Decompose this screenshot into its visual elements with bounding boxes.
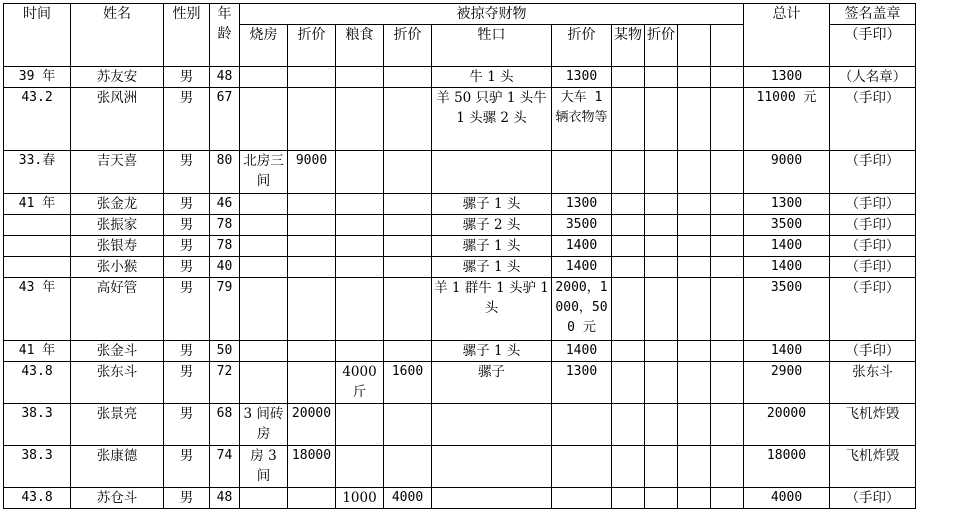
header-price-house: 折价 [288, 25, 336, 67]
cell-price4 [645, 236, 678, 257]
cell-total: 2900 [744, 362, 830, 404]
cell-total: 11000 元 [744, 88, 830, 151]
cell-blank [678, 404, 711, 446]
cell-gender: 男 [164, 194, 210, 215]
header-signature-sub: （手印） [830, 25, 916, 67]
table-row [4, 236, 916, 257]
cell-blank [678, 446, 711, 488]
cell-item [612, 446, 645, 488]
cell-sign: （手印） [830, 194, 916, 215]
cell-house [240, 194, 288, 215]
cell-price4 [645, 341, 678, 362]
cell-total: 1300 [744, 194, 830, 215]
cell-price1 [288, 362, 336, 404]
cell-grain: 1000 [336, 488, 384, 509]
cell-blank [711, 257, 744, 278]
cell-age: 48 [210, 67, 240, 88]
cell-blank [678, 257, 711, 278]
cell-age: 72 [210, 362, 240, 404]
cell-livestock [432, 404, 552, 446]
cell-grain: 4000 斤 [336, 362, 384, 404]
cell-total: 18000 [744, 446, 830, 488]
cell-price3: 1300 [552, 67, 612, 88]
cell-blank [711, 362, 744, 404]
cell-grain [336, 236, 384, 257]
cell-price3 [552, 151, 612, 194]
cell-age: 48 [210, 488, 240, 509]
cell-item [612, 362, 645, 404]
cell-gender: 男 [164, 278, 210, 341]
cell-price2 [384, 341, 432, 362]
cell-house: 北房三间 [240, 151, 288, 194]
cell-price3: 1400 [552, 341, 612, 362]
header-livestock: 牲口 [432, 25, 552, 67]
cell-house [240, 341, 288, 362]
cell-price4 [645, 67, 678, 88]
cell-price1 [288, 278, 336, 341]
cell-blank [678, 341, 711, 362]
cell-house [240, 236, 288, 257]
cell-time: 39 年 [4, 67, 71, 88]
cell-price1 [288, 88, 336, 151]
cell-livestock: 骡子 1 头 [432, 236, 552, 257]
cell-price3: 1400 [552, 257, 612, 278]
cell-time: 38.3 [4, 446, 71, 488]
cell-price1 [288, 67, 336, 88]
header-looted-property: 被掠夺财物 [240, 4, 744, 25]
cell-age: 74 [210, 446, 240, 488]
cell-price1: 18000 [288, 446, 336, 488]
cell-blank [711, 488, 744, 509]
cell-house [240, 88, 288, 151]
cell-total: 1400 [744, 257, 830, 278]
cell-price1 [288, 194, 336, 215]
cell-grain [336, 278, 384, 341]
cell-house [240, 278, 288, 341]
cell-blank [711, 404, 744, 446]
header-total: 总计 [744, 4, 830, 67]
cell-price2 [384, 257, 432, 278]
cell-livestock: 骡子 1 头 [432, 194, 552, 215]
cell-price1 [288, 236, 336, 257]
cell-grain [336, 67, 384, 88]
cell-age: 68 [210, 404, 240, 446]
cell-grain [336, 151, 384, 194]
cell-name: 张银寿 [71, 236, 164, 257]
cell-grain [336, 215, 384, 236]
cell-age: 40 [210, 257, 240, 278]
cell-blank [678, 151, 711, 194]
cell-item [612, 88, 645, 151]
cell-livestock [432, 488, 552, 509]
cell-price2 [384, 88, 432, 151]
cell-total: 1400 [744, 236, 830, 257]
cell-item [612, 341, 645, 362]
table-row [4, 488, 916, 509]
cell-time: 33.春 [4, 151, 71, 194]
cell-livestock: 骡子 1 头 [432, 341, 552, 362]
cell-price4 [645, 194, 678, 215]
header-blank-1 [678, 25, 711, 67]
cell-age: 78 [210, 236, 240, 257]
cell-price3 [552, 488, 612, 509]
table-row [4, 446, 916, 488]
header-name: 姓名 [71, 4, 164, 67]
cell-blank [678, 194, 711, 215]
cell-sign: （手印） [830, 215, 916, 236]
cell-item [612, 404, 645, 446]
cell-sign: （手印） [830, 341, 916, 362]
cell-sign: （手印） [830, 257, 916, 278]
cell-total: 3500 [744, 215, 830, 236]
header-age: 年龄 [210, 4, 240, 67]
cell-time: 41 年 [4, 341, 71, 362]
cell-grain [336, 88, 384, 151]
cell-price3: 1300 [552, 194, 612, 215]
cell-item [612, 67, 645, 88]
cell-blank [711, 446, 744, 488]
cell-time: 43 年 [4, 278, 71, 341]
cell-age: 80 [210, 151, 240, 194]
cell-price4 [645, 488, 678, 509]
cell-price3: 大车 1 辆衣物等 [552, 88, 612, 151]
cell-blank [678, 67, 711, 88]
cell-gender: 男 [164, 362, 210, 404]
cell-sign: （手印） [830, 278, 916, 341]
cell-time: 38.3 [4, 404, 71, 446]
cell-gender: 男 [164, 67, 210, 88]
cell-age: 78 [210, 215, 240, 236]
cell-gender: 男 [164, 446, 210, 488]
cell-house [240, 215, 288, 236]
cell-price3: 1300 [552, 362, 612, 404]
cell-price3 [552, 446, 612, 488]
cell-price1 [288, 341, 336, 362]
cell-blank [678, 236, 711, 257]
cell-time: 43.8 [4, 488, 71, 509]
cell-age: 79 [210, 278, 240, 341]
cell-price1: 20000 [288, 404, 336, 446]
cell-item [612, 151, 645, 194]
cell-name: 高好管 [71, 278, 164, 341]
cell-sign: （人名章） [830, 67, 916, 88]
cell-item [612, 236, 645, 257]
cell-price3 [552, 404, 612, 446]
cell-livestock: 骡子 1 头 [432, 257, 552, 278]
table-row [4, 341, 916, 362]
cell-livestock: 羊 50 只驴 1 头牛 1 头骡 2 头 [432, 88, 552, 151]
cell-blank [711, 236, 744, 257]
cell-sign: 飞机炸毁 [830, 446, 916, 488]
header-gender: 性别 [164, 4, 210, 67]
cell-blank [711, 88, 744, 151]
cell-blank [678, 88, 711, 151]
table-row [4, 151, 916, 194]
cell-price3: 1400 [552, 236, 612, 257]
table-row [4, 404, 916, 446]
cell-price2 [384, 151, 432, 194]
cell-name: 苏仓斗 [71, 488, 164, 509]
cell-house [240, 257, 288, 278]
cell-sign: （手印） [830, 88, 916, 151]
cell-total: 4000 [744, 488, 830, 509]
cell-gender: 男 [164, 257, 210, 278]
cell-price1 [288, 215, 336, 236]
cell-sign: （手印） [830, 236, 916, 257]
cell-time: 41 年 [4, 194, 71, 215]
cell-grain [336, 446, 384, 488]
cell-age: 67 [210, 88, 240, 151]
table-row [4, 194, 916, 215]
cell-gender: 男 [164, 151, 210, 194]
table-row [4, 67, 916, 88]
cell-name: 吉天喜 [71, 151, 164, 194]
cell-house [240, 488, 288, 509]
header-grain: 粮食 [336, 25, 384, 67]
cell-price1: 9000 [288, 151, 336, 194]
cell-price2 [384, 215, 432, 236]
cell-blank [711, 341, 744, 362]
header-time: 时间 [4, 4, 71, 67]
cell-gender: 男 [164, 404, 210, 446]
cell-price4 [645, 151, 678, 194]
cell-price4 [645, 404, 678, 446]
cell-name: 张小猴 [71, 257, 164, 278]
table-row [4, 257, 916, 278]
cell-total: 3500 [744, 278, 830, 341]
cell-name: 张金龙 [71, 194, 164, 215]
table-row [4, 215, 916, 236]
cell-item [612, 215, 645, 236]
cell-total: 1300 [744, 67, 830, 88]
cell-gender: 男 [164, 341, 210, 362]
cell-item [612, 194, 645, 215]
cell-time [4, 215, 71, 236]
cell-time [4, 257, 71, 278]
cell-price2 [384, 404, 432, 446]
header-price-livestock: 折价 [552, 25, 612, 67]
cell-blank [678, 215, 711, 236]
table-row [4, 88, 916, 151]
cell-price2 [384, 446, 432, 488]
cell-age: 50 [210, 341, 240, 362]
cell-time [4, 236, 71, 257]
cell-livestock [432, 446, 552, 488]
cell-sign: 张东斗 [830, 362, 916, 404]
cell-total: 20000 [744, 404, 830, 446]
cell-livestock: 牛 1 头 [432, 67, 552, 88]
cell-sign: （手印） [830, 488, 916, 509]
cell-grain [336, 341, 384, 362]
cell-item [612, 488, 645, 509]
cell-blank [678, 278, 711, 341]
loot-record-table [3, 3, 916, 509]
cell-price2 [384, 278, 432, 341]
cell-age: 46 [210, 194, 240, 215]
cell-price2 [384, 67, 432, 88]
cell-price4 [645, 215, 678, 236]
cell-price1 [288, 257, 336, 278]
cell-blank [711, 278, 744, 341]
header-blank-2 [711, 25, 744, 67]
cell-price2: 4000 [384, 488, 432, 509]
cell-blank [711, 151, 744, 194]
cell-grain [336, 194, 384, 215]
cell-name: 张康德 [71, 446, 164, 488]
cell-time: 43.2 [4, 88, 71, 151]
cell-name: 张风洲 [71, 88, 164, 151]
table-row [4, 278, 916, 341]
cell-price3: 2000，1000，500 元 [552, 278, 612, 341]
cell-gender: 男 [164, 215, 210, 236]
cell-name: 张振家 [71, 215, 164, 236]
header-house: 烧房 [240, 25, 288, 67]
cell-price3: 3500 [552, 215, 612, 236]
cell-gender: 男 [164, 88, 210, 151]
cell-total: 9000 [744, 151, 830, 194]
table-row [4, 362, 916, 404]
cell-time: 43.8 [4, 362, 71, 404]
cell-house: 3 间砖房 [240, 404, 288, 446]
cell-total: 1400 [744, 341, 830, 362]
cell-price2 [384, 236, 432, 257]
cell-gender: 男 [164, 236, 210, 257]
cell-name: 苏友安 [71, 67, 164, 88]
cell-price4 [645, 446, 678, 488]
cell-livestock: 骡子 [432, 362, 552, 404]
cell-price4 [645, 278, 678, 341]
cell-price2 [384, 194, 432, 215]
header-signature: 签名盖章 [830, 4, 916, 25]
cell-gender: 男 [164, 488, 210, 509]
header-price-grain: 折价 [384, 25, 432, 67]
header-price-item: 折价 [645, 25, 678, 67]
cell-sign: （手印） [830, 151, 916, 194]
cell-house: 房 3 间 [240, 446, 288, 488]
cell-price4 [645, 257, 678, 278]
header-item: 某物 [612, 25, 645, 67]
cell-name: 张景亮 [71, 404, 164, 446]
cell-blank [711, 215, 744, 236]
cell-grain [336, 404, 384, 446]
cell-price4 [645, 362, 678, 404]
cell-name: 张东斗 [71, 362, 164, 404]
cell-livestock: 骡子 2 头 [432, 215, 552, 236]
cell-price1 [288, 488, 336, 509]
cell-price4 [645, 88, 678, 151]
cell-livestock [432, 151, 552, 194]
cell-blank [711, 67, 744, 88]
cell-blank [678, 362, 711, 404]
cell-blank [678, 488, 711, 509]
cell-livestock: 羊 1 群牛 1 头驴 1 头 [432, 278, 552, 341]
cell-item [612, 278, 645, 341]
cell-house [240, 67, 288, 88]
cell-grain [336, 257, 384, 278]
cell-sign: 飞机炸毁 [830, 404, 916, 446]
cell-blank [711, 194, 744, 215]
cell-name: 张金斗 [71, 341, 164, 362]
cell-house [240, 362, 288, 404]
cell-item [612, 257, 645, 278]
cell-price2: 1600 [384, 362, 432, 404]
